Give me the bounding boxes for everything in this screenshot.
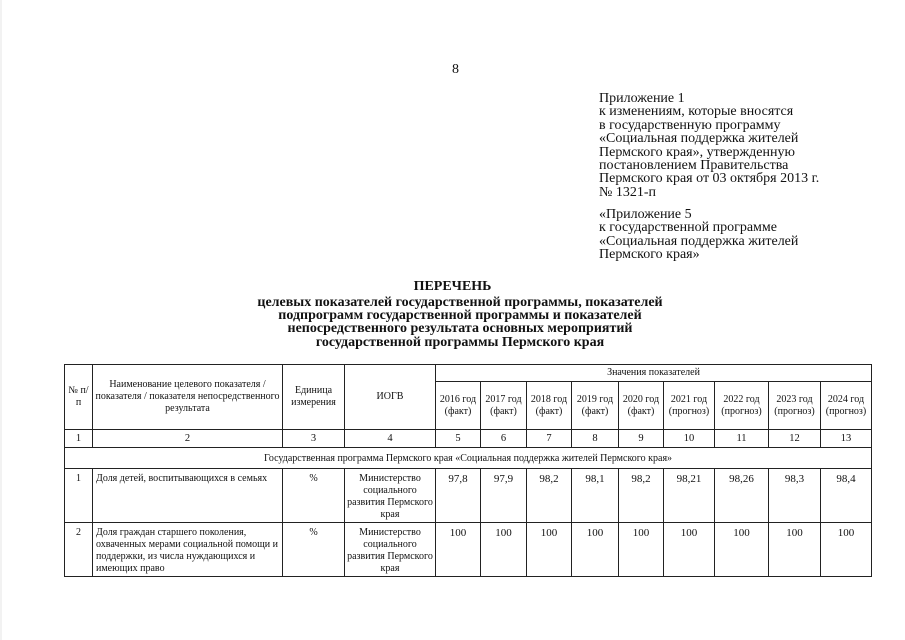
column-number: 1 [65,430,93,448]
appendix-5-line: Пермского края» [599,247,700,263]
appendix-1-line: «Социальная поддержка жителей [599,131,799,147]
appendix-1-line: в государственную программу [599,117,781,133]
column-number: 8 [572,430,619,448]
header-year: 2017 год (факт) [481,382,527,430]
header-values-group: Значения показателей [436,365,872,382]
column-number: 9 [619,430,664,448]
header-year: 2021 год (прогноз) [664,382,715,430]
appendix-5-line: к государственной программе [599,220,777,236]
column-number-row [65,430,872,448]
row-num: 2 [65,523,93,577]
row-value: 100 [821,523,872,577]
appendix-1-line: Пермского края от 03 октября 2013 г. [599,171,820,187]
row-name: Доля граждан старшего поколения, охваченных мерами социальной помощи и поддержки, из числа нуждающихся и имеющих право [93,523,283,577]
row-value: 97,9 [481,469,527,523]
header-year: 2019 год (факт) [572,382,619,430]
row-value: 98,26 [715,469,769,523]
row-value: 100 [664,523,715,577]
row-num: 1 [65,469,93,523]
row-value: 98,2 [527,469,572,523]
row-value: 100 [715,523,769,577]
appendix-5-line: «Приложение 5 [599,207,692,222]
column-number: 12 [769,430,821,448]
appendix-1-line: Приложение 1 [599,91,685,106]
row-value: 98,4 [821,469,872,523]
column-number: 7 [527,430,572,448]
table-row [65,523,872,577]
subtitle-line: государственной программы Пермского края [315,334,605,350]
subtitle-line: целевых показателей государственной программы, показателей [257,295,663,310]
row-value: 100 [572,523,619,577]
page-number: 8 [452,62,459,77]
row-value: 98,1 [572,469,619,523]
row-value: 100 [527,523,572,577]
header-year: 2024 год (прогноз) [821,382,872,430]
column-number: 10 [664,430,715,448]
column-number: 4 [345,430,436,448]
header-name: Наименование целевого показателя / показателя / показателя непосредственного результата [93,365,283,430]
column-number: 6 [481,430,527,448]
appendix-1-block [599,92,819,199]
appendix-1-line: № 1321-п [599,184,657,200]
document-title: ПЕРЕЧЕНЬ [413,279,492,294]
header-year: 2016 год (факт) [436,382,481,430]
row-iogv: Министерство социального развития Пермского края [345,469,436,523]
subtitle-line: подпрограмм государственной программы и показателей [278,308,642,324]
header-year: 2022 год (прогноз) [715,382,769,430]
row-value: 97,8 [436,469,481,523]
appendix-5-block [599,208,798,262]
column-number: 5 [436,430,481,448]
table-row [65,469,872,523]
appendix-1-line: к изменениям, которые вносятся [599,104,794,120]
scan-edge [0,0,2,640]
row-name: Доля детей, воспитывающихся в семьях [93,469,283,523]
subtitle-line: непосредственного результата основных мероприятий [287,321,633,337]
header-year: 2018 год (факт) [527,382,572,430]
indicators-table [64,364,872,577]
row-value: 100 [436,523,481,577]
row-value: 98,2 [619,469,664,523]
appendix-1-line: Пермского края», утвержденную [599,144,795,160]
row-unit: % [283,469,345,523]
row-iogv: Министерство социального развития Пермского края [345,523,436,577]
row-value: 98,3 [769,469,821,523]
header-year: 2023 год (прогноз) [769,382,821,430]
row-value: 100 [769,523,821,577]
appendix-1-line: постановлением Правительства [599,158,789,174]
section-title: Государственная программа Пермского края «Социальная поддержка жителей Пермского края» [65,448,872,469]
appendix-5-line: «Социальная поддержка жителей [599,233,799,249]
row-value: 100 [619,523,664,577]
row-value: 98,21 [664,469,715,523]
header-unit: Единица измерения [283,365,345,430]
row-unit: % [283,523,345,577]
column-number: 13 [821,430,872,448]
column-number: 11 [715,430,769,448]
column-number: 2 [93,430,283,448]
header-num: № п/п [65,365,93,430]
header-year: 2020 год (факт) [619,382,664,430]
document-subtitle [200,296,720,349]
section-row [65,448,872,469]
header-iogv: ИОГВ [345,365,436,430]
row-value: 100 [481,523,527,577]
header-row-top [65,365,872,382]
column-number: 3 [283,430,345,448]
